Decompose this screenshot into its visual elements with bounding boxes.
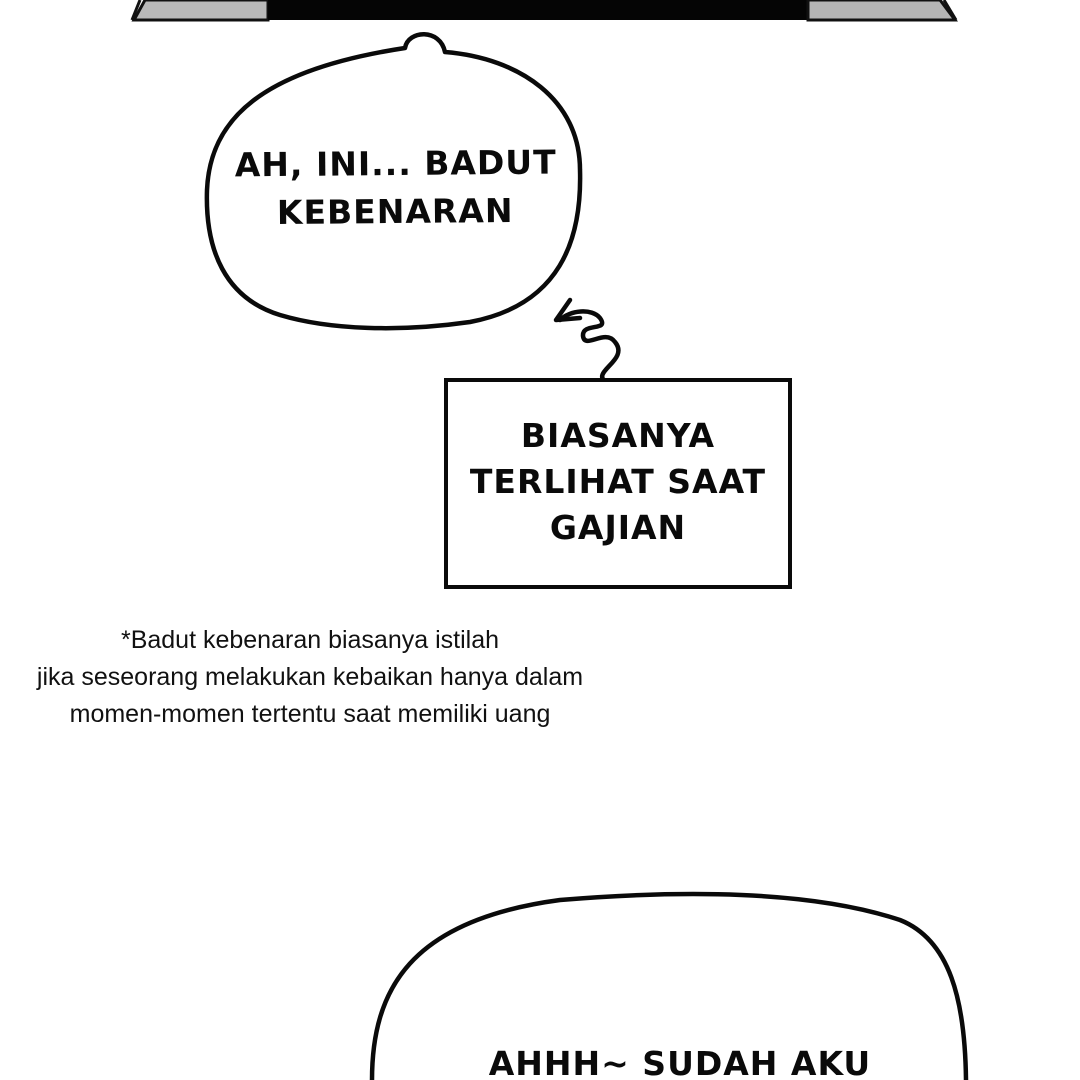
- translator-note: [0, 622, 620, 733]
- note-line: *Badut kebenaran biasanya istilah: [120, 626, 500, 654]
- speech-line: AH, INI... BADUT: [234, 142, 557, 185]
- speech-line: AHHH~ SUDAH AKU: [488, 1044, 872, 1080]
- speech-bubble-2-text: [470, 1040, 890, 1080]
- panel-gray-left: [134, 0, 268, 20]
- top-panel-fragment: [132, 0, 956, 20]
- squiggle-pointer: [560, 311, 618, 382]
- caption-line: GAJIAN: [549, 508, 687, 547]
- note-line: jika seseorang melakukan kebaikan hanya dalam: [36, 663, 584, 691]
- caption-box-text: [450, 413, 786, 551]
- panel-dark-center: [268, 0, 808, 20]
- panel-gray-right: [808, 0, 955, 20]
- speech-line: KEBENARAN: [276, 190, 514, 233]
- note-line: momen-momen tertentu saat memiliki uang: [69, 700, 551, 728]
- speech-bubble-1-text: [235, 139, 556, 238]
- caption-line: TERLIHAT SAAT: [469, 462, 767, 501]
- caption-line: BIASANYA: [520, 416, 716, 455]
